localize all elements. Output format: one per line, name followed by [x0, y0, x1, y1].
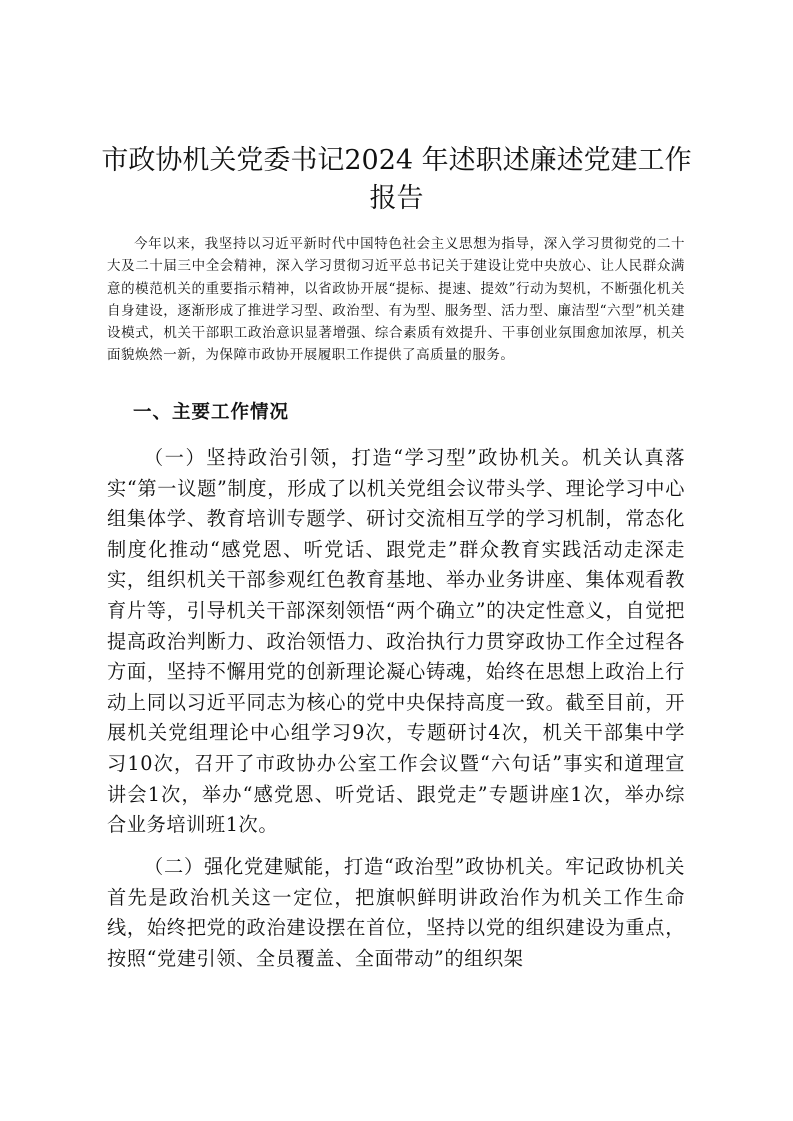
body-paragraph-2: （二）强化党建赋能，打造“政治型”政协机关。牢记政协机关首先是政治机关这一定位，把旗帜鲜明讲政治作为机关工作生命线，始终把党的政治建设摆在首位，坚持以党的组织建设为重点，按照“党建引领、全员覆盖、全面带动”的组织架 — [107, 855, 685, 970]
document-title: 市政协机关党委书记2024 年述职述廉述党建工作报告 — [101, 145, 692, 214]
section-heading: 一、主要工作情况 — [133, 402, 290, 423]
body-paragraph-1: （一）坚持政治引领，打造“学习型”政协机关。机关认真落实“第一议题”制度，形成了以机关党组会议带头学、理论学习中心组集体学、教育培训专题学、研讨交流相互学的学习机制，常态化制度化推动“感党恩、听党话、跟党走”群众教育实践活动走深走实，组织机关干部参观红色教育基地、举办业务讲座、集体观看教育片等，引导机关干部深刻领悟“两个确立”的决定性意义，自觉把提高政治判断力、政治领悟力、政治执行力贯穿政协工作全过程各方面，坚持不懈用党的创新理论凝心铸魂，始终在思想上政治上行动上同以习近平同志为核心的党中央保持高度一致。截至目前，开展机关党组理论中心组学习9次，专题研讨4次，机关干部集中学习10次，召开了市政协办公室工作会议暨“六句话”事实和道理宣讲会1次，举办“感党恩、听党话、跟党走”专题讲座1次，举办综合业务培训班1次。 — [107, 446, 685, 837]
intro-paragraph: 今年以来，我坚持以习近平新时代中国特色社会主义思想为指导，深入学习贯彻党的二十大及二十届三中全会精神，深入学习贯彻习近平总书记关于建设让党中央放心、让人民群众满意的模范机关的重要指示精神，以省政协开展“提标、提速、提效”行动为契机，不断强化机关自身建设，逐渐形成了推进学习型、政治型、有为型、服务型、活力型、廉洁型“六型”机关建设模式，机关干部职工政治意识显著增强、综合素质有效提升、干事创业氛围愈加浓厚，机关面貌焕然一新，为保障市政协开展履职工作提供了高质量的服务。 — [107, 236, 685, 364]
